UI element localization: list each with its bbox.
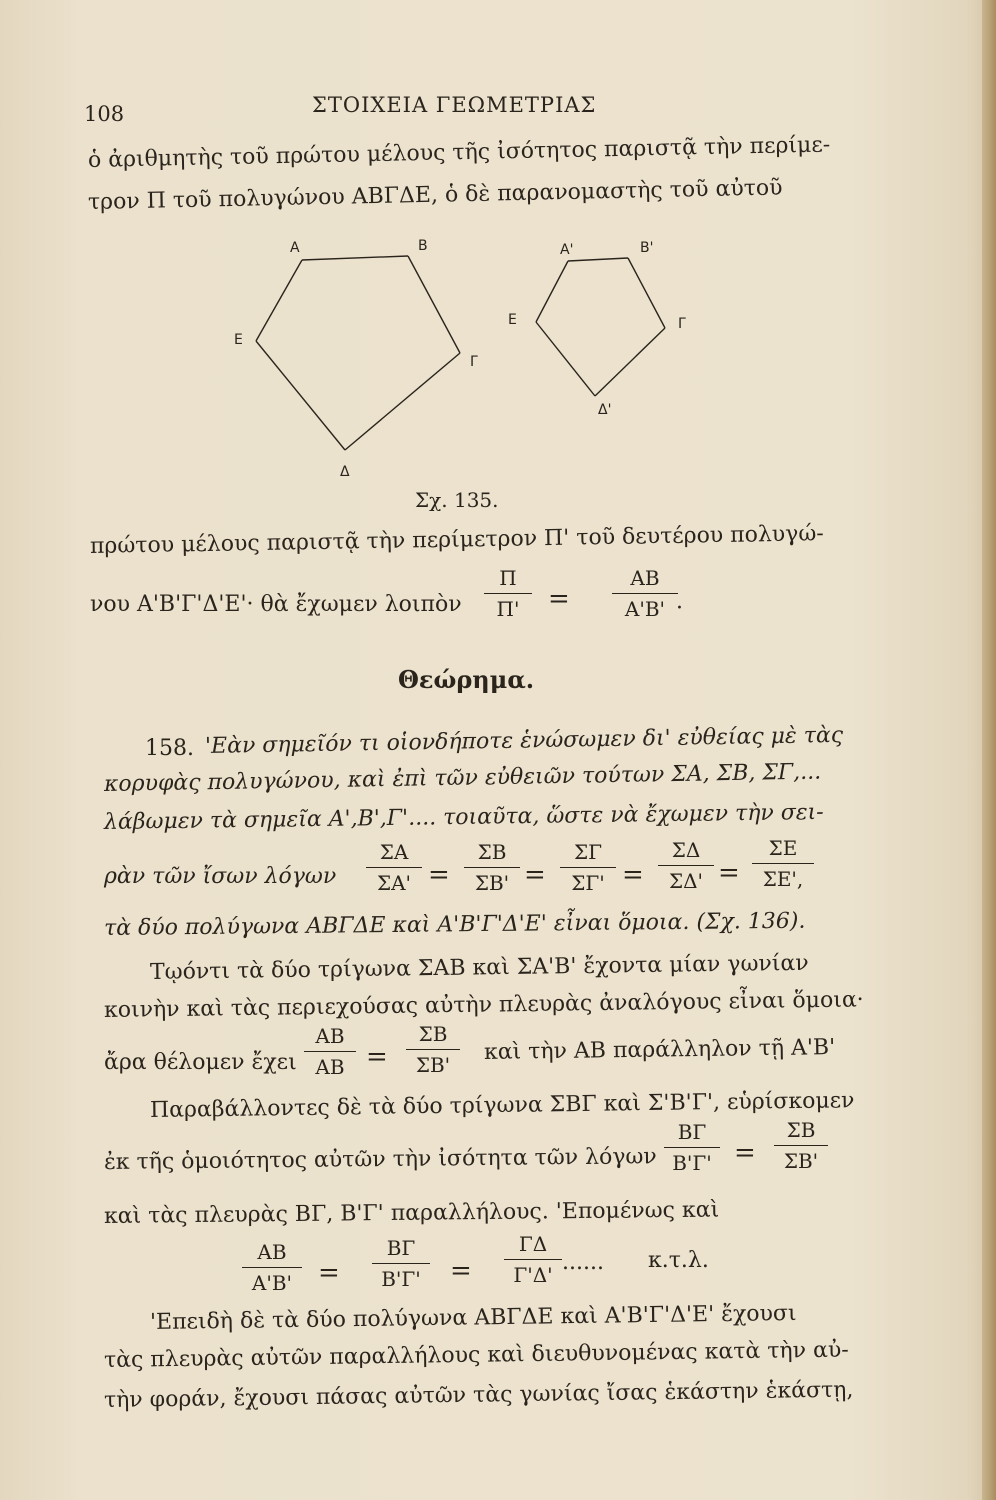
eq-fraction-2: [372, 1236, 430, 1291]
figure-135: [0, 238, 996, 488]
theorem-line-3: λάβωμεν τὰ σημεῖα Α',Β',Γ'.... τοιαῦτα, ὥστε νὰ ἔχωμεν τὴν σει-: [103, 799, 824, 835]
end-mark: ·: [676, 596, 683, 621]
ratio-numerator: ΣΕ: [752, 836, 814, 864]
right-pentagon: [536, 258, 665, 396]
equals-sign: =: [734, 1138, 756, 1168]
ratio-numerator: ΣΔ: [658, 838, 714, 866]
fraction-numerator: ΑΒ: [242, 1240, 302, 1268]
eq-fraction-1: [242, 1240, 302, 1295]
ratio-denominator: ΣΑ': [376, 871, 412, 895]
ratio-denominator: ΣΒ': [474, 871, 510, 895]
fraction-numerator: ΑΒ: [612, 566, 678, 594]
fraction-denominator: ΣΒ': [415, 1053, 451, 1077]
fraction-numerator: ΒΓ: [372, 1236, 430, 1264]
ratio-denominator: ΣΕ',: [762, 867, 804, 891]
proof-line-1: Τῳόντι τὰ δύο τρίγωνα ΣΑΒ καὶ ΣΑ'Β' ἔχοντα μίαν γωνίαν: [149, 950, 809, 985]
proof-fraction-4: [774, 1118, 828, 1173]
equals-sign: =: [318, 1258, 340, 1288]
eq-fraction-3: [504, 1232, 562, 1287]
equals-sign: =: [428, 860, 450, 890]
figure-caption: Σχ. 135.: [415, 488, 499, 512]
label-left-B: Β: [418, 238, 428, 254]
proof-line-2: κοινὴν καὶ τὰς περιεχούσας αὐτὴν πλευρὰς ἀναλόγους εἶναι ὅμοια·: [103, 987, 864, 1023]
fraction-numerator: ΑΒ: [304, 1024, 356, 1052]
fraction-numerator: ΓΔ: [504, 1232, 562, 1260]
label-right-G: Γ: [678, 316, 686, 332]
ratio-SG: [560, 840, 616, 895]
ratio-numerator: ΣΓ: [560, 840, 616, 868]
equals-sign: =: [450, 1256, 472, 1286]
fraction-perimeters: [484, 566, 532, 621]
label-right-B: Β': [640, 240, 654, 256]
fraction-denominator: Γ'Δ': [513, 1263, 553, 1287]
left-pentagon: [256, 256, 460, 450]
ratio-SA: [366, 840, 422, 895]
theorem-line-2: κορυφὰς πολυγώνου, καὶ ἐπὶ τῶν εὐθειῶν τούτων ΣΑ, ΣΒ, ΣΓ,...: [103, 759, 822, 797]
eq-etc: κ.τ.λ.: [648, 1248, 709, 1273]
proof-line-8: τὰς πλευρὰς αὐτῶν παραλλήλους καὶ διευθυνομένας κατὰ τὴν αὐ-: [103, 1337, 849, 1373]
eq-dots: ......: [562, 1250, 604, 1275]
fraction-denominator: ΑΒ: [315, 1055, 345, 1079]
theorem-line-4: ρὰν τῶν ἴσων λόγων: [104, 864, 337, 889]
intro-line-1: ὁ ἀριθμητὴς τοῦ πρώτου μέλους τῆς ἰσότητος παριστᾷ τὴν περίμε-: [87, 132, 831, 173]
page-number: 108: [84, 102, 125, 126]
after-figure-line-1: πρώτου μέλους παριστᾷ τὴν περίμετρον Π' τοῦ δευτέρου πολυγώ-: [89, 521, 824, 559]
proof-fraction-2: [406, 1022, 460, 1077]
proof-line-7: 'Επειδὴ δὲ τὰ δύο πολύγωνα ΑΒΓΔΕ καὶ Α'Β'Γ'Δ'Ε' ἔχουσι: [149, 1300, 797, 1335]
fraction-numerator: ΒΓ: [664, 1120, 720, 1148]
label-right-E: Ε: [508, 312, 517, 328]
intro-line-2: τρον Π τοῦ πολυγώνου ΑΒΓΔΕ, ὁ δὲ παρανομαστὴς τοῦ αὐτοῦ: [87, 175, 783, 215]
running-title: ΣΤΟΙΧΕΙΑ ΓΕΩΜΕΤΡΙΑΣ: [312, 93, 597, 117]
proof-line-9: τὴν φοράν, ἔχουσι πάσας αὐτῶν τὰς γωνίας ἴσας ἑκάστην ἑκάστῃ,: [103, 1377, 854, 1413]
theorem-line-5: τὰ δύο πολύγωνα ΑΒΓΔΕ καὶ Α'Β'Γ'Δ'Ε' εἶναι ὅμοια. (Σχ. 136).: [103, 908, 806, 941]
ratio-denominator: ΣΔ': [668, 869, 704, 893]
label-left-D: Δ: [340, 464, 350, 480]
label-left-A: Α: [290, 240, 300, 256]
after-figure-line-2: νου Α'Β'Γ'Δ'Ε'· θὰ ἔχωμεν λοιπὸν: [90, 592, 462, 617]
fraction-denominator: Α'Β': [251, 1271, 293, 1295]
fraction-denominator: Β'Γ': [381, 1267, 421, 1291]
proof-line-4: Παραβάλλοντες δὲ τὰ δύο τρίγωνα ΣΒΓ καὶ Σ'Β'Γ', εὑρίσκομεν: [149, 1088, 855, 1123]
fraction-denominator: Β'Γ': [672, 1151, 712, 1175]
fraction-denominator: Α'Β': [624, 597, 666, 621]
fraction-numerator: ΣΒ: [774, 1118, 828, 1146]
proof-fraction-3: [664, 1120, 720, 1175]
equals-sign: =: [622, 860, 644, 890]
theorem-number: 158.: [145, 736, 194, 761]
ratio-denominator: ΣΓ': [571, 871, 605, 895]
label-right-D: Δ': [598, 402, 612, 418]
theorem-heading: Θεώρημα.: [398, 665, 535, 694]
theorem-line-1: 'Εὰν σημεῖόν τι οἱονδήποτε ἑνώσωμεν δι' εὐθείας μὲ τὰς: [204, 722, 844, 759]
page-edge: [982, 0, 996, 1500]
fraction-denominator: ΣΒ': [783, 1149, 819, 1173]
ratio-SB: [464, 840, 520, 895]
equals-sign: =: [548, 584, 570, 614]
ratio-SD: [658, 838, 714, 893]
proof-line-5: ἐκ τῆς ὁμοιότητος αὐτῶν τὴν ἰσότητα τῶν λόγων: [103, 1144, 657, 1175]
equals-sign: =: [718, 858, 740, 888]
label-left-E: Ε: [234, 332, 243, 348]
proof-fraction-1: [304, 1024, 356, 1079]
fraction-numerator: Π: [484, 566, 532, 594]
proof-line-3-tail: καὶ τὴν ΑΒ παράλληλον τῇ Α'Β': [483, 1035, 836, 1065]
label-left-G: Γ: [470, 354, 478, 370]
fraction-denominator: Π': [496, 597, 520, 621]
proof-line-6: καὶ τὰς πλευρὰς ΒΓ, Β'Γ' παραλλήλους. 'Επομένως καὶ: [103, 1197, 720, 1229]
ratio-numerator: ΣΒ: [464, 840, 520, 868]
equals-sign: =: [524, 860, 546, 890]
label-right-A: Α': [560, 242, 574, 258]
fraction-sides: [612, 566, 678, 621]
fraction-numerator: ΣΒ: [406, 1022, 460, 1050]
equals-sign: =: [366, 1042, 388, 1072]
ratio-numerator: ΣΑ: [366, 840, 422, 868]
proof-line-3: ἄρα θέλομεν ἔχει: [104, 1050, 297, 1075]
ratio-SE: [752, 836, 814, 891]
